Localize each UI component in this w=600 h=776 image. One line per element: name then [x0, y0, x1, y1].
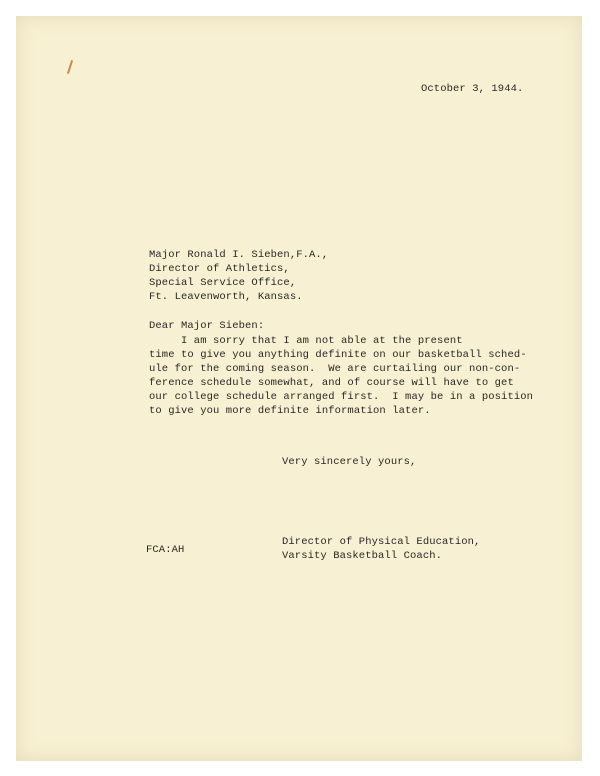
body-line: ule for the coming season. We are curtailing our non-con- — [149, 363, 521, 375]
address-line: Director of Athletics, — [149, 263, 290, 275]
body-line: our college schedule arranged first. I may be in a position — [149, 391, 534, 403]
address-line: Ft. Leavenworth, Kansas. — [149, 291, 303, 303]
signature-line: Director of Physical Education, — [282, 536, 481, 548]
address-line: Major Ronald I. Sieben,F.A., — [149, 249, 329, 261]
salutation: Dear Major Sieben: — [149, 320, 265, 332]
complimentary-close: Very sincerely yours, — [282, 456, 417, 468]
body-line: ference schedule somewhat, and of course will have to get — [149, 377, 514, 389]
pencil-mark — [67, 60, 73, 74]
reference-initials: FCA:AH — [146, 544, 185, 556]
body-line: to give you more definite information later. — [149, 405, 431, 417]
body-line: time to give you anything definite on our basketball sched- — [149, 349, 527, 361]
letter-page — [16, 16, 582, 761]
body-line: I am sorry that I am not able at the present — [149, 335, 463, 347]
address-line: Special Service Office, — [149, 277, 297, 289]
signature-line: Varsity Basketball Coach. — [282, 550, 443, 562]
letter-date: October 3, 1944. — [421, 83, 524, 95]
